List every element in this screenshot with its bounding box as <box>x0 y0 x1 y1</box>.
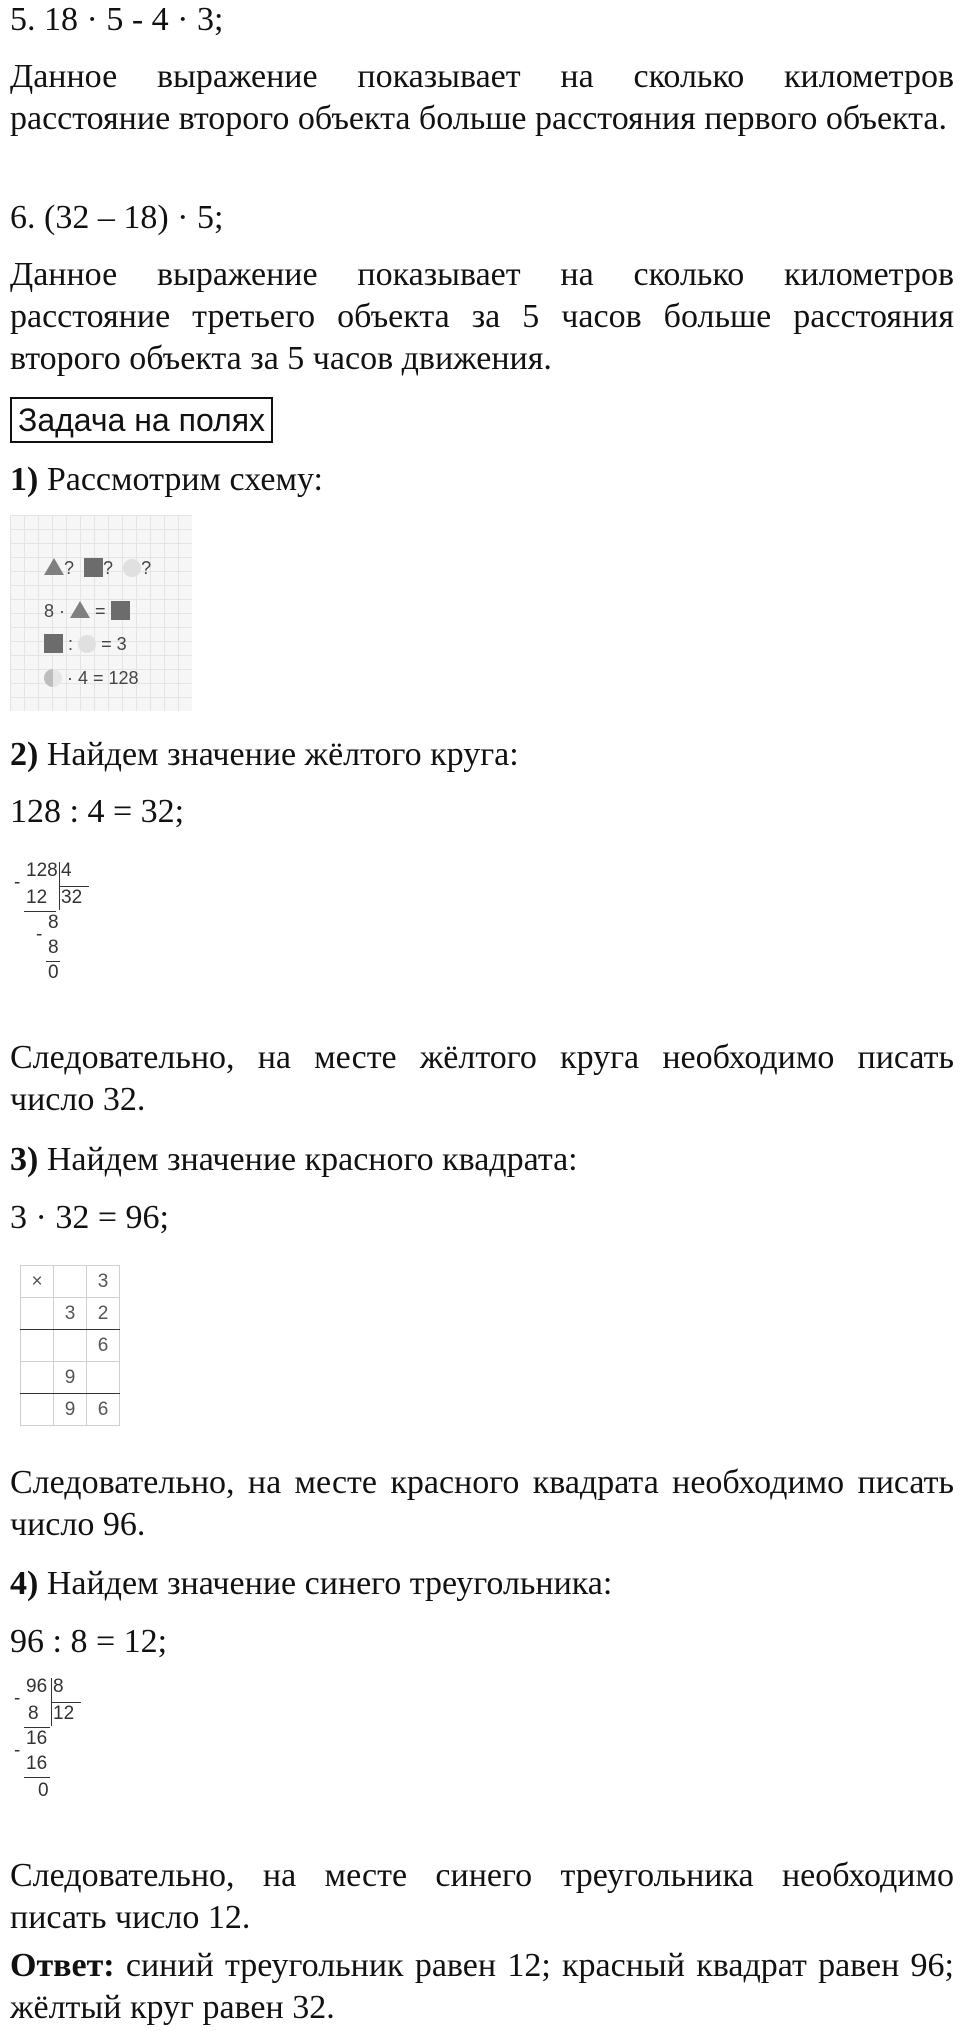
step2-equation: 128 : 4 = 32; <box>10 793 185 830</box>
scheme-r2-b: = <box>95 601 106 621</box>
remainder: 8 <box>48 912 59 933</box>
subtrahend: 12 <box>26 887 48 908</box>
step2-conclusion: Следовательно, на месте жёлтого круга необходимо писать число 32. <box>10 1039 954 1118</box>
grid-cell: 9 <box>54 1394 87 1426</box>
grid-row <box>21 1362 120 1394</box>
dividend: 96 <box>26 1676 48 1697</box>
scheme-row2 <box>44 600 130 622</box>
grid-row <box>21 1330 120 1362</box>
square-icon <box>84 558 103 577</box>
divisor: 8 <box>53 1676 64 1697</box>
scheme-q3: ? <box>141 558 152 578</box>
grid-cell <box>54 1266 87 1298</box>
circle-icon <box>123 559 141 577</box>
item6-expression: 6. (32 – 18) · 5; <box>10 199 224 236</box>
step1-text: Рассмотрим схему: <box>46 461 323 498</box>
step2-heading <box>10 735 519 775</box>
subtrahend: 8 <box>48 937 59 958</box>
circle-icon <box>44 669 62 687</box>
circle-icon <box>78 635 96 653</box>
triangle-icon <box>44 558 64 575</box>
step2-number: 2) <box>10 736 39 773</box>
item6-explanation: Данное выражение показывает на сколько километров расстояние третьего объекта за 5 часов больше расстояния второго объекта за 5 часов движения. <box>10 256 954 377</box>
minus-sign: - <box>36 924 43 945</box>
step1-number: 1) <box>10 461 39 498</box>
grid-cell <box>21 1394 54 1426</box>
grid-row <box>21 1298 120 1330</box>
minus-sign: - <box>14 1688 21 1709</box>
scheme-image <box>10 515 192 711</box>
grid-cell: 3 <box>54 1298 87 1330</box>
scheme-q2: ? <box>103 558 114 578</box>
quotient: 12 <box>53 1703 75 1724</box>
step3-heading <box>10 1140 578 1180</box>
grid-cell: × <box>21 1266 54 1298</box>
item5-expression: 5. 18 · 5 - 4 · 3; <box>10 1 224 38</box>
item5-explanation: Данное выражение показывает на сколько километров расстояние второго объекта больше расстояния первого объекта. <box>10 58 954 137</box>
triangle-icon <box>70 601 90 618</box>
step4-long-division <box>10 1676 130 1826</box>
grid-cell <box>21 1330 54 1362</box>
grid-row <box>21 1266 120 1298</box>
step4-text: Найдем значение синего треугольника: <box>46 1565 613 1602</box>
section-title-box: Задача на полях <box>10 397 273 443</box>
grid-cell <box>54 1330 87 1362</box>
scheme-q1: ? <box>64 558 75 578</box>
step3-equation: 3 · 32 = 96; <box>10 1199 169 1236</box>
minus-sign: - <box>14 1740 21 1761</box>
grid-row <box>21 1394 120 1426</box>
grid-cell: 3 <box>87 1266 120 1298</box>
scheme-row1 <box>44 557 151 579</box>
grid-cell: 6 <box>87 1330 120 1362</box>
subtrahend: 8 <box>28 1703 39 1724</box>
dividend: 128 <box>26 860 58 881</box>
minus-sign: - <box>14 872 21 893</box>
remainder: 0 <box>38 1780 49 1801</box>
quotient: 32 <box>61 887 83 908</box>
remainder: 0 <box>48 962 59 983</box>
step4-equation: 96 : 8 = 12; <box>10 1623 168 1660</box>
remainder: 16 <box>26 1728 48 1749</box>
scheme-r3-a: : <box>68 634 74 654</box>
step2-long-division <box>10 860 130 1010</box>
scheme-row4 <box>44 667 139 689</box>
grid-cell: 9 <box>54 1362 87 1394</box>
grid-cell <box>87 1362 120 1394</box>
section-title <box>10 397 273 443</box>
answer-label: Ответ: <box>10 1947 115 1984</box>
step4-heading <box>10 1564 612 1604</box>
step3-number: 3) <box>10 1141 39 1178</box>
step4-number: 4) <box>10 1565 39 1602</box>
scheme-r3-b: = 3 <box>101 634 127 654</box>
multiplication-grid <box>20 1265 120 1426</box>
step3-conclusion: Следовательно, на месте красного квадрата необходимо писать число 96. <box>10 1464 954 1543</box>
step1-heading <box>10 460 323 500</box>
grid-cell <box>21 1362 54 1394</box>
step3-text: Найдем значение красного квадрата: <box>46 1141 578 1178</box>
grid-cell <box>21 1298 54 1330</box>
step2-text: Найдем значение жёлтого круга: <box>46 736 519 773</box>
divisor: 4 <box>61 860 72 881</box>
subtrahend: 16 <box>26 1753 48 1774</box>
square-icon <box>111 601 130 620</box>
grid-cell: 6 <box>87 1394 120 1426</box>
grid-cell: 2 <box>87 1298 120 1330</box>
answer-paragraph <box>10 1945 954 2029</box>
scheme-r2-a: 8 · <box>44 601 66 621</box>
scheme-r4-a: · 4 = 128 <box>67 668 139 688</box>
square-icon <box>44 634 63 653</box>
scheme-row3 <box>44 633 127 655</box>
answer-text: синий треугольник равен 12; красный квадрат равен 96; жёлтый круг равен 32. <box>10 1947 955 2026</box>
step4-conclusion: Следовательно, на месте синего треугольника необходимо писать число 12. <box>10 1857 954 1936</box>
